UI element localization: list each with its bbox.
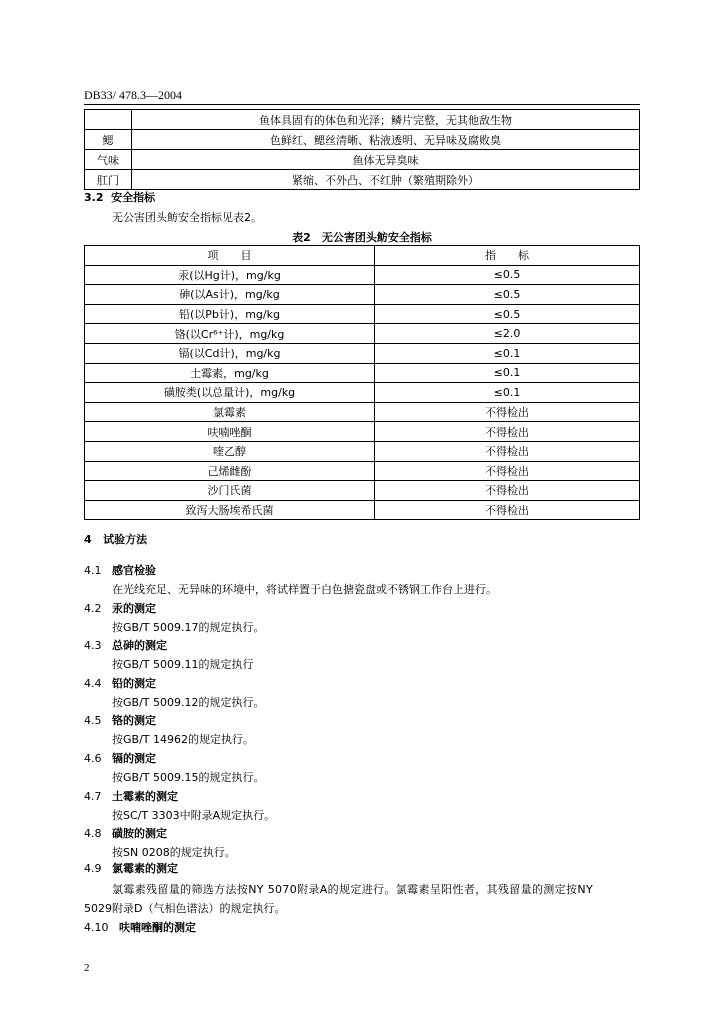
index-cell: ≤0.5: [375, 285, 640, 305]
item-cell: 砷(以As计)，mg/kg: [85, 285, 375, 305]
section-title: 试验方法: [103, 533, 148, 546]
row-label: 鳃: [85, 130, 132, 150]
subsection-text: 按SN 0208的规定执行。: [112, 846, 236, 860]
section-4-9-line1: 氯霉素残留量的筛选方法按NY 5070附录A的规定进行。氯霉素呈阳性者，其残留量的测定按NY: [112, 883, 594, 896]
index-cell: ≤0.5: [375, 304, 640, 324]
section-4-10-heading: [84, 919, 196, 935]
item-cell: 铬(以Cr⁶⁺计)，mg/kg: [85, 324, 375, 344]
index-cell: ≤2.0: [375, 324, 640, 344]
section-title: 安全指标: [111, 191, 156, 204]
section-title: 呋喃唑酮的测定: [119, 921, 196, 934]
table-row: [85, 422, 640, 442]
column-header-index: 指 标: [375, 246, 640, 266]
table-row: [85, 285, 640, 305]
section-4-heading: [84, 531, 147, 547]
section-number: 4.1: [84, 564, 102, 577]
subsection-heading: [84, 750, 156, 766]
item-cell: 铅(以Pb计)，mg/kg: [85, 304, 375, 324]
subsection-heading: [84, 562, 156, 578]
table-row: [85, 170, 640, 190]
item-cell: 喹乙醇: [85, 441, 375, 461]
safety-index-table: [84, 245, 640, 520]
subsection-heading: [84, 637, 167, 653]
table-row: [85, 363, 640, 383]
section-number: 4.8: [84, 827, 102, 841]
section-number: 4.3: [84, 639, 102, 653]
subsection-text: 按GB/T 5009.11的规定执行: [112, 658, 254, 672]
item-cell: 汞(以Hg计)，mg/kg: [85, 265, 375, 285]
table-row: [85, 150, 640, 170]
section-4-9-heading: [84, 860, 178, 876]
column-header-item: 项 目: [85, 246, 375, 266]
table2-caption: 表2 无公害团头鲂安全指标: [292, 231, 432, 244]
table-row: [85, 500, 640, 520]
item-cell: 己烯雌酚: [85, 461, 375, 481]
section-number: 4.10: [84, 921, 109, 934]
index-cell: ≤0.1: [375, 363, 640, 383]
index-cell: ≤0.5: [375, 265, 640, 285]
subsection-heading: [84, 825, 167, 841]
index-cell: 不得检出: [375, 441, 640, 461]
index-cell: 不得检出: [375, 481, 640, 501]
section-number: 4.9: [84, 862, 102, 875]
table-row: [85, 441, 640, 461]
table-row: [85, 343, 640, 363]
section-number: 4.7: [84, 789, 102, 803]
item-cell: 镉(以Cd计)，mg/kg: [85, 343, 375, 363]
subsection-heading: [84, 675, 156, 691]
section-number: 4.5: [84, 714, 102, 728]
index-cell: 不得检出: [375, 500, 640, 520]
item-cell: 氯霉素: [85, 402, 375, 422]
section-title: 氯霉素的测定: [112, 862, 178, 875]
sensory-table: [84, 109, 640, 190]
section-title: 土霉素的测定: [112, 789, 178, 803]
page-number: 2: [84, 962, 90, 974]
table-row: [85, 110, 640, 130]
row-value: 鱼体具固有的体色和光泽；鳞片完整，无其他敌生物: [132, 110, 640, 130]
section-number: 4.4: [84, 676, 102, 690]
section-title: 镉的测定: [112, 752, 156, 765]
index-cell: ≤0.1: [375, 383, 640, 403]
header-rule: [84, 104, 640, 105]
section-4-9-line2: 5029附录D（气相色谱法）的规定执行。: [84, 902, 286, 915]
subsection-text: 按GB/T 5009.12的规定执行。: [112, 695, 265, 709]
item-cell: 致泻大肠埃希氏菌: [85, 500, 375, 520]
subsection-text: 按SC/T 3303中附录A规定执行。: [112, 808, 276, 822]
index-cell: 不得检出: [375, 461, 640, 481]
table-row: [85, 402, 640, 422]
table-row: [85, 304, 640, 324]
section-title: 汞的测定: [112, 601, 156, 615]
row-label: [85, 110, 132, 130]
subsection-text: 按GB/T 5009.17的规定执行。: [112, 620, 265, 634]
index-cell: 不得检出: [375, 422, 640, 442]
section-number: 4: [84, 533, 92, 546]
index-cell: ≤0.1: [375, 343, 640, 363]
item-cell: 沙门氏菌: [85, 481, 375, 501]
section-title: 总砷的测定: [112, 639, 167, 653]
section-number: 4.6: [84, 752, 102, 765]
document-id: DB33/ 478.3—2004: [84, 88, 183, 102]
subsection-text: 按GB/T 14962的规定执行。: [112, 733, 254, 747]
section-title: 感官检验: [112, 564, 156, 577]
subsection-text: 在光线充足、无异味的环境中，将试样置于白色搪瓷盘或不锈钢工作台上进行。: [112, 583, 497, 596]
item-cell: 磺胺类(以总量计)，mg/kg: [85, 383, 375, 403]
subsection-heading: [84, 712, 156, 728]
subsection-heading: [84, 600, 156, 616]
index-cell: 不得检出: [375, 402, 640, 422]
table-row: [85, 383, 640, 403]
table-row: [85, 130, 640, 150]
item-cell: 呋喃唑酮: [85, 422, 375, 442]
subsection-heading: [84, 788, 178, 804]
section-3-2-paragraph: 无公害团头鲂安全指标见表2。: [112, 211, 262, 224]
section-number: 4.2: [84, 601, 102, 615]
row-value: 色鲜红、鳃丝清晰、粘液透明、无异味及腐败臭: [132, 130, 640, 150]
table-row: [85, 461, 640, 481]
row-value: 紧缩、不外凸、不红肿（繁殖期除外）: [132, 170, 640, 190]
section-title: 铅的测定: [112, 676, 156, 690]
table-row: [85, 324, 640, 344]
table-row: [85, 265, 640, 285]
subsection-text: 按GB/T 5009.15的规定执行。: [112, 771, 265, 784]
row-label: 肛门: [85, 170, 132, 190]
row-label: 气味: [85, 150, 132, 170]
section-number: 3.2: [84, 191, 104, 204]
row-value: 鱼体无异臭味: [132, 150, 640, 170]
table-row: [85, 481, 640, 501]
section-3-2-heading: [84, 189, 155, 205]
section-title: 铬的测定: [112, 714, 156, 728]
item-cell: 土霉素，mg/kg: [85, 363, 375, 383]
section-title: 磺胺的测定: [112, 827, 167, 841]
